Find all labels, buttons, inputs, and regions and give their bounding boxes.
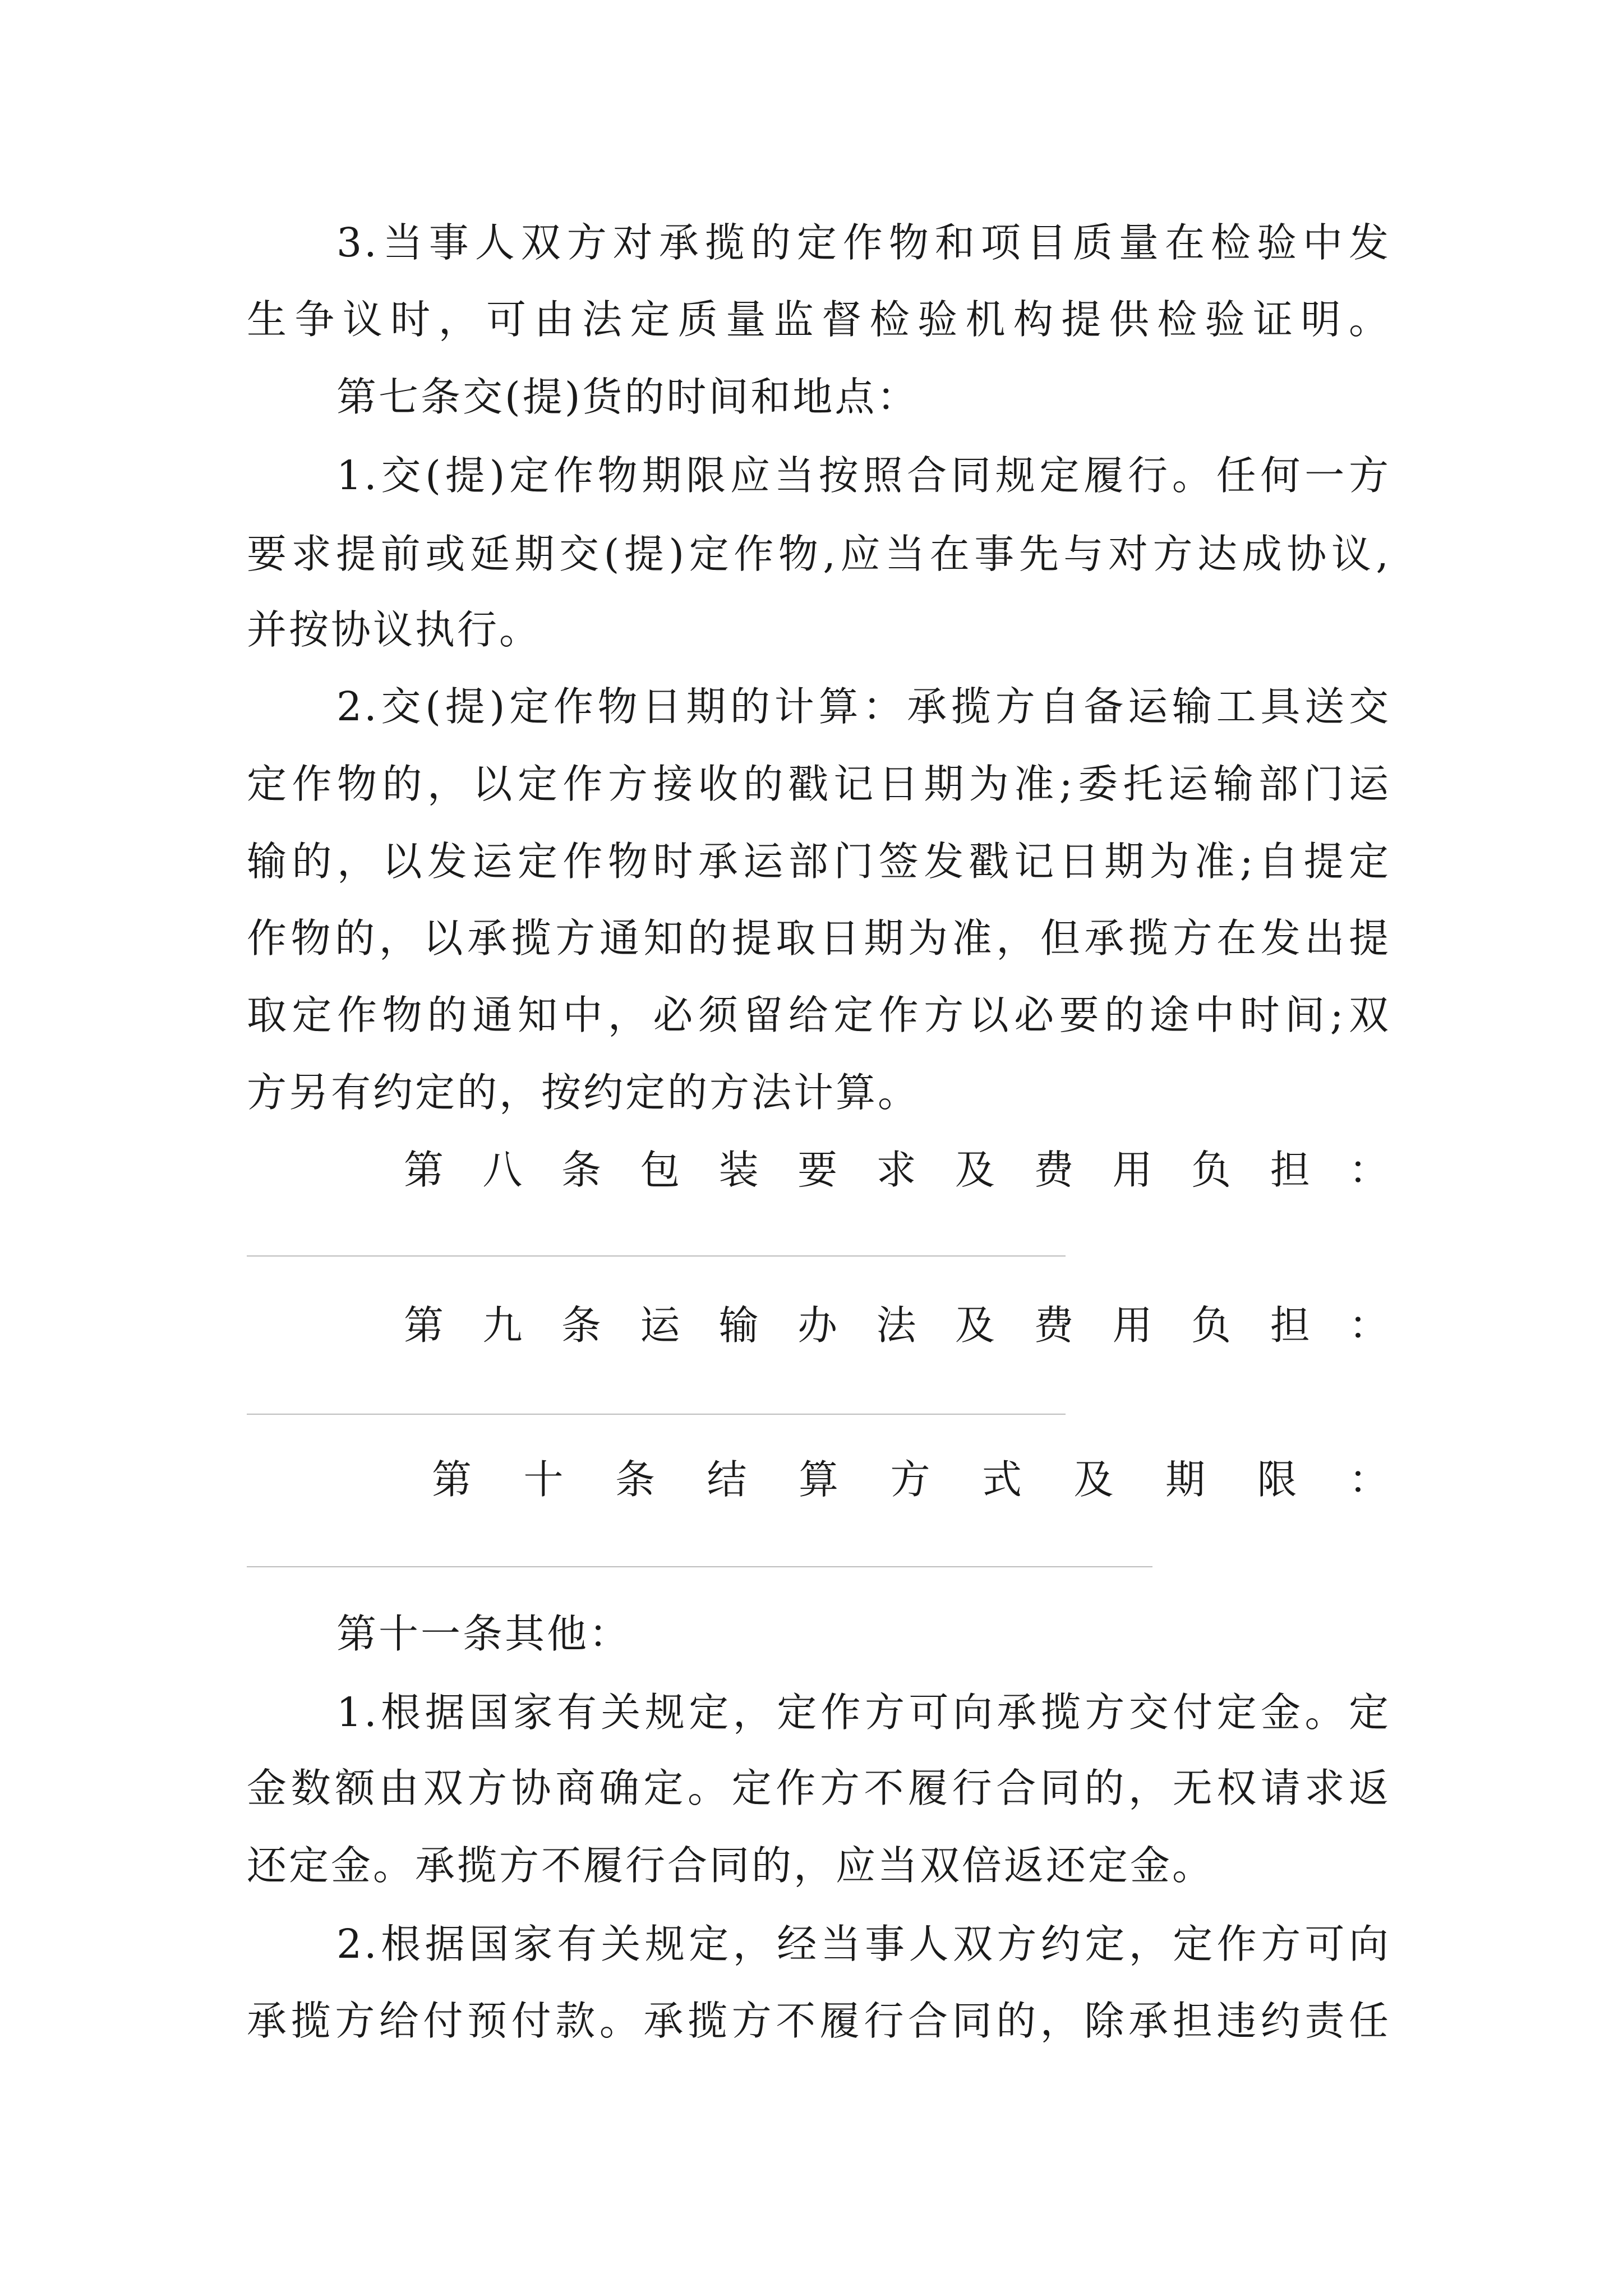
text-line: 定作物的，以定作方接收的戳记日期为准;委托运输部门运	[247, 761, 1391, 807]
blank-underline	[247, 1414, 1066, 1415]
text-line: 3.当事人双方对承揽的定作物和项目质量在检验中发	[336, 219, 1391, 266]
text-line: 生争议时，可由法定质量监督检验机构提供检验证明。	[247, 296, 1391, 343]
text-line: 并按协议执行。	[247, 606, 542, 653]
section-heading: 第十条结算方式及期限：	[432, 1456, 1391, 1503]
text-line: 1.根据国家有关规定，定作方可向承揽方交付定金。定	[336, 1689, 1391, 1736]
text-line: 还定金。承揽方不履行合同的，应当双倍返还定金。	[247, 1842, 1215, 1889]
text-line: 方另有约定的，按约定的方法计算。	[247, 1069, 920, 1116]
text-line: 输的，以发运定作物时承运部门签发戳记日期为准;自提定	[247, 838, 1391, 885]
text-line: 要求提前或延期交(提)定作物,应当在事先与对方达成协议,	[247, 531, 1391, 577]
text-line: 承揽方给付预付款。承揽方不履行合同的，除承担违约责任	[247, 1998, 1391, 2044]
section-heading: 第九条运输办法及费用负担：	[404, 1302, 1391, 1349]
text-line: 作物的，以承揽方通知的提取日期为准，但承揽方在发出提	[247, 915, 1391, 961]
blank-underline	[247, 1566, 1152, 1567]
text-line: 1.交(提)定作物期限应当按照合同规定履行。任何一方	[336, 452, 1391, 499]
text-line: 金数额由双方协商确定。定作方不履行合同的，无权请求返	[247, 1765, 1391, 1811]
text-line: 2.交(提)定作物日期的计算：承揽方自备运输工具送交	[336, 683, 1391, 730]
section-heading: 第七条交(提)货的时间和地点：	[336, 374, 919, 420]
section-heading: 第十一条其他：	[336, 1611, 631, 1657]
text-line: 2.根据国家有关规定，经当事人双方约定，定作方可向	[336, 1921, 1391, 1967]
text-line: 取定作物的通知中，必须留给定作方以必要的途中时间;双	[247, 992, 1391, 1038]
section-heading: 第八条包装要求及费用负担：	[404, 1147, 1391, 1193]
blank-underline	[247, 1255, 1066, 1257]
